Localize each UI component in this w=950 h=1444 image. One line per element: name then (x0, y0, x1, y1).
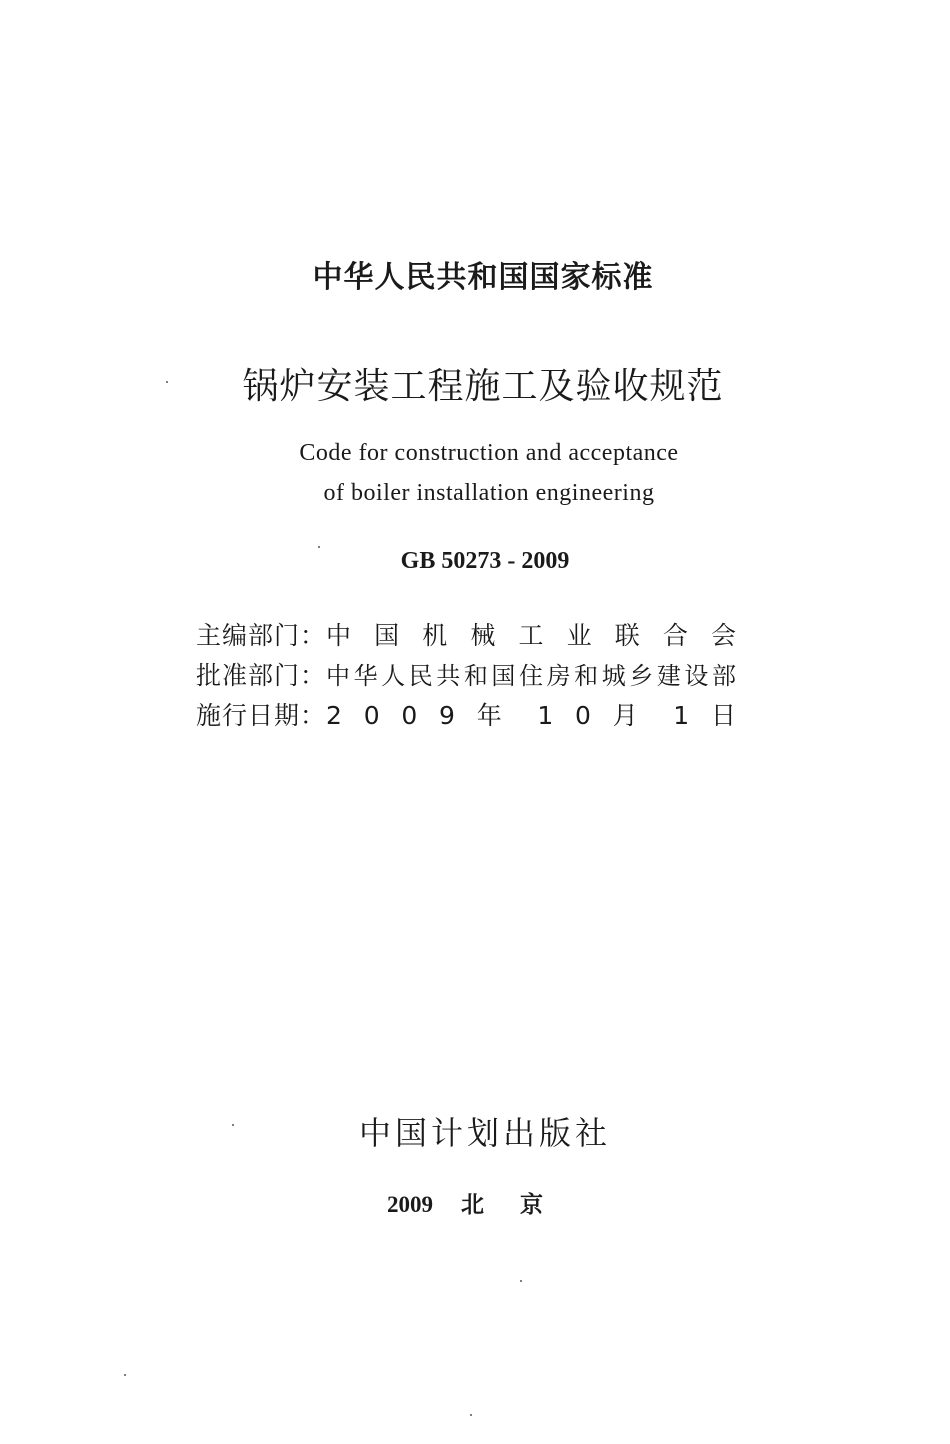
publication-place-line (8, 1186, 950, 1219)
editor-row (196, 616, 736, 652)
editor-label: 主编部门： (196, 621, 327, 650)
publisher-name: 中国计划出版社 (358, 1114, 611, 1152)
effective-date-value: 2 0 0 9 年 1 0 月 1 日 (326, 701, 736, 730)
approver-row (196, 656, 736, 692)
scan-speck (124, 1374, 126, 1376)
document-title-english-line2: of boiler installation engineering (323, 480, 655, 506)
scan-speck (166, 381, 168, 383)
scan-speck (520, 1280, 522, 1282)
publication-city: 北京 (461, 1192, 579, 1218)
standard-code: GB 50273 - 2009 (400, 548, 570, 574)
effective-date-label: 施行日期： (196, 701, 327, 730)
publication-year: 2009 (387, 1192, 433, 1217)
scan-speck (470, 1414, 472, 1416)
document-title-chinese: 锅炉安装工程施工及验收规范 (242, 366, 724, 407)
document-title-english-line1: Code for construction and acceptance (299, 440, 679, 466)
approver-label: 批准部门： (196, 661, 327, 690)
standard-series-heading: 中华人民共和国国家标准 (312, 260, 654, 295)
scan-speck (232, 1124, 234, 1126)
approver-value: 中华人民共和国住房和城乡建设部 (326, 662, 736, 690)
scan-speck (318, 546, 320, 548)
effective-date-row (196, 696, 736, 732)
editor-value: 中 国 机 械 工 业 联 合 会 (326, 621, 736, 650)
